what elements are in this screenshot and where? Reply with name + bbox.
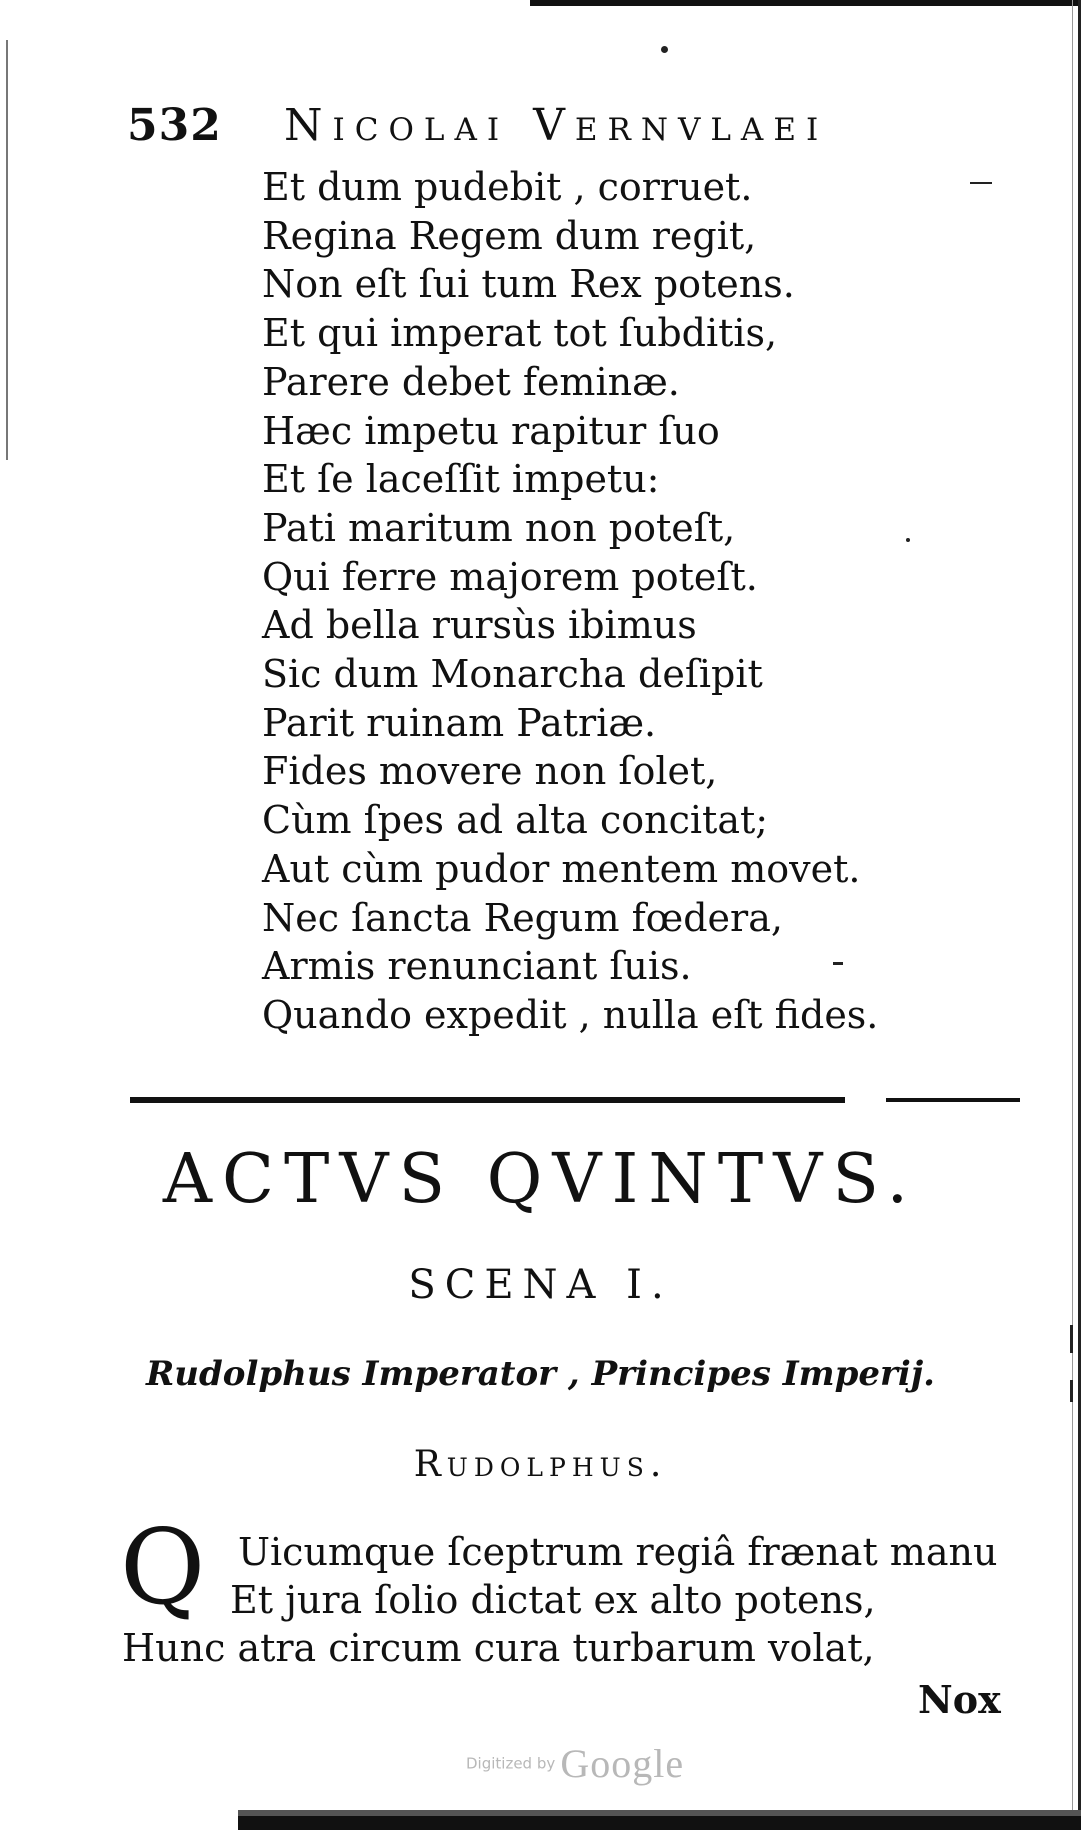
verse-line: Non eſt ſui tum Rex potens.	[262, 262, 795, 307]
verse-line: Et ſe laceſſit impetu:	[262, 457, 660, 502]
scan-edge-bottom	[238, 1816, 1081, 1830]
catchword: Nox	[918, 1677, 1001, 1722]
page-number: 532	[127, 100, 222, 151]
speech-line: Et jura ſolio dictat ex alto potens,	[230, 1578, 876, 1622]
scene-title: SCENA I.	[408, 1262, 673, 1308]
verse-line: Regina Regem dum regit,	[262, 213, 757, 258]
watermark-brand: Google	[560, 1741, 685, 1786]
drop-cap: Q	[120, 1506, 206, 1628]
ink-speck	[661, 46, 668, 53]
verse-line: Et dum pudebit , corruet.	[262, 165, 753, 209]
ink-speck	[970, 182, 992, 184]
section-rule-end	[886, 1098, 1020, 1102]
verse-line: Armis renunciant ſuis.	[262, 944, 692, 989]
verse-line: Aut cùm pudor mentem movet.	[262, 846, 861, 891]
ink-speck	[1070, 1325, 1073, 1353]
verse-line: Cùm ſpes ad alta concitat;	[262, 798, 769, 843]
dramatis-personae: Rudolphus Imperator , Principes Imperij.	[146, 1354, 935, 1394]
verse-line: Ad bella rursùs ibimus	[262, 603, 697, 648]
running-head: Nicolai Vernvlaei	[284, 100, 829, 151]
verse-line: Et qui imperat tot ſubditis,	[262, 311, 778, 356]
act-title: ACTVS QVINTVS.	[162, 1140, 919, 1219]
watermark-prefix: Digitized by	[466, 1754, 556, 1773]
scan-edge-left	[6, 40, 8, 460]
verse-block	[262, 163, 878, 1040]
speech-line: Uicumque ſceptrum regiâ frænat manu	[238, 1530, 998, 1574]
ink-speck	[906, 538, 910, 542]
verse-line: Qui ferre majorem poteſt.	[262, 554, 758, 599]
verse-line: Hæc impetu rapitur ſuo	[262, 408, 720, 453]
digitizer-watermark	[466, 1740, 684, 1787]
scan-edge-top	[530, 0, 1081, 6]
scan-edge-right-inner	[1072, 0, 1073, 1830]
verse-line: Parere debet feminæ.	[262, 359, 680, 404]
verse-line: Nec ſancta Regum fœdera,	[262, 895, 783, 940]
verse-line: Fides movere non ſolet,	[262, 749, 718, 794]
section-rule	[130, 1097, 845, 1103]
speech-line: Hunc atra circum cura turbarum volat,	[122, 1626, 875, 1670]
speaker-name: Rudolphus.	[413, 1444, 668, 1485]
verse-line: Parit ruinam Patriæ.	[262, 700, 657, 745]
verse-line: Sic dum Monarcha deſipit	[262, 652, 763, 697]
verse-line: Pati maritum non poteſt,	[262, 505, 736, 550]
verse-line: Quando expedit , nulla eſt fides.	[262, 992, 879, 1037]
